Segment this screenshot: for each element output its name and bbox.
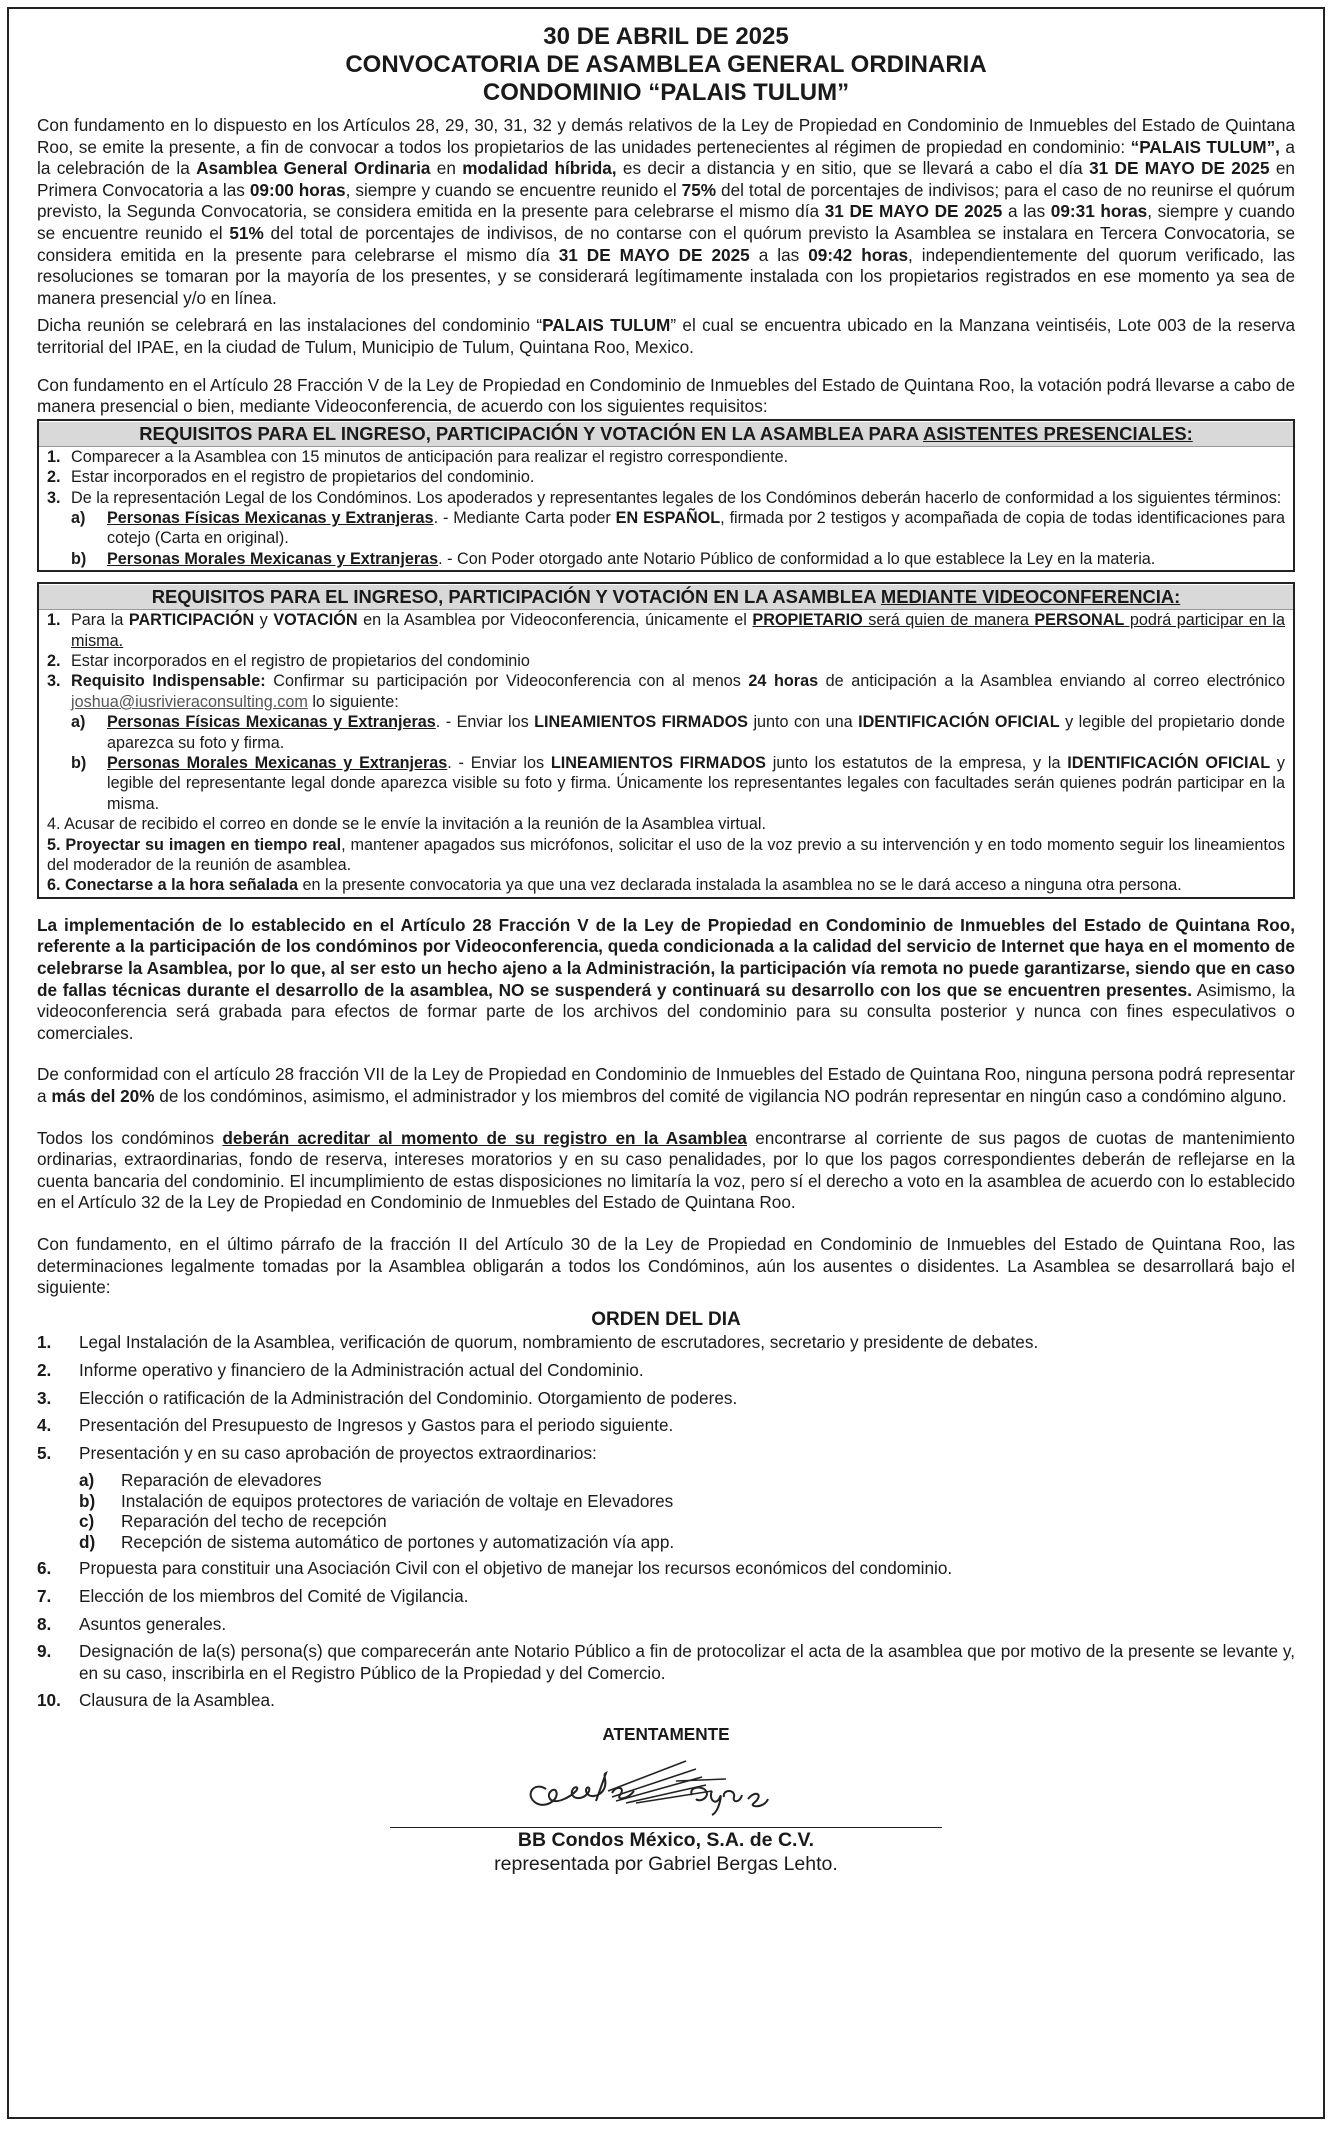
sub-item-personas-fisicas: a) Personas Físicas Mexicanas y Extranjeras. - Enviar los LINEAMIENTOS FIRMADOS junto con una IDENTIFICACIÓN OFICIAL y legible del propietario donde aparezca su foto y firma. bbox=[71, 713, 1285, 752]
email-link[interactable]: joshua@iusrivieraconsulting.com bbox=[71, 692, 308, 711]
header-title: CONVOCATORIA DE ASAMBLEA GENERAL ORDINARIA bbox=[345, 51, 987, 78]
implementation-paragraph: La implementación de lo establecido en el Artículo 28 Fracción V de la Ley de Propiedad en Condominio de Inmuebles del Estado de Quintana Roo, referente a la participación de los condóminos por Videoconferencia, queda condicionada a la calidad del servicio de Internet que haya en el momento de celebrarse la Asamblea, por lo que, al ser esto un hecho ajeno a la Administración, la participación vía remota no puede garantizarse, siendo que en caso de fallas técnicas durante el desarrollo de la asamblea, NO se suspenderá y continuará su desarrollo con los que se encuentren presentes. Asimismo, la videoconferencia será grabada para efectos de formar parte de los archivos del condominio para su consulta posterior y nunca con fines especulativos o comerciales. bbox=[37, 914, 1295, 1043]
requirements-presencial-box bbox=[37, 419, 1295, 572]
list-item: 1. Para la PARTICIPACIÓN y VOTACIÓN en la Asamblea por Videoconferencia, únicamente el PROPIETARIO será quien de manera PERSONAL podrá participar en la misma. bbox=[47, 611, 1285, 650]
company-name: BB Condos México, S.A. de C.V. bbox=[517, 1829, 815, 1852]
sub-item: d) Recepción de sistema automático de portones y automatización vía app. bbox=[79, 1531, 675, 1552]
list-item: 9. Designación de la(s) persona(s) que comparecerán ante Notario Público a fin de protocolizar el acta de la asamblea que por motivo de la presente se levante y, en su caso, inscribirla en el Registro Público de la Propiedad y del Comercio. bbox=[37, 1641, 1295, 1683]
list-item: 3. Elección o ratificación de la Administración del Condominio. Otorgamiento de poderes. bbox=[37, 1387, 738, 1408]
list-item: 6. Propuesta para constituir una Asociación Civil con el objetivo de manejar los recursos económicos del condominio. bbox=[37, 1558, 953, 1579]
sub-item: b) Instalación de equipos protectores de variación de voltaje en Elevadores bbox=[79, 1490, 674, 1511]
location-paragraph: Dicha reunión se celebrará en las instalaciones del condominio “PALAIS TULUM” el cual se encuentra ubicado en la Manzana veintiséis, Lote 003 de la reserva territorial del IPAE, en la ciudad de Tulum, Municipio de Tulum, Quintana Roo, Mexico. bbox=[37, 315, 1296, 357]
sub-item: c) Reparación del techo de recepción bbox=[79, 1511, 387, 1532]
list-item: 1. Comparecer a la Asamblea con 15 minutos de anticipación para realizar el registro correspondiente. bbox=[47, 447, 789, 466]
header-date: 30 DE ABRIL DE 2025 bbox=[543, 23, 789, 50]
voting-paragraph: Con fundamento en el Artículo 28 Fracción V de la Ley de Propiedad en Condominio de Inmuebles del Estado de Quintana Roo, la votación podrá llevarse a cabo de manera presencial o bien, mediante Videoconferencia, de acuerdo con los siguientes requisitos: bbox=[37, 374, 1295, 417]
convocatoria-document bbox=[7, 7, 1325, 2119]
representative-name: representada por Gabriel Bergas Lehto. bbox=[494, 1853, 838, 1876]
list-item: 5. Presentación y en su caso aprobación de proyectos extraordinarios: bbox=[37, 1442, 597, 1463]
list-item: 8. Asuntos generales. bbox=[37, 1613, 227, 1634]
closing-text: ATENTAMENTE bbox=[602, 1723, 730, 1744]
orden-del-dia-list bbox=[37, 1332, 1295, 1712]
list-item: 7. Elección de los miembros del Comité de Vigilancia. bbox=[37, 1585, 469, 1606]
list-item: 2. Estar incorporados en el registro de propietarios del condominio. bbox=[47, 468, 535, 487]
sub-item-personas-morales: b) Personas Morales Mexicanas y Extranjeras. - Enviar los LINEAMIENTOS FIRMADOS junto los estatutos de la empresa, y la IDENTIFICACIÓN OFICIAL y legible del representante legal donde aparezca visible su foto y firma. Únicamente los representantes legales con facultades serán quienes podrán participar en la misma. bbox=[71, 754, 1285, 813]
signature-line bbox=[390, 1827, 942, 1828]
list-item: 4. Presentación del Presupuesto de Ingresos y Gastos para el periodo siguiente. bbox=[37, 1415, 674, 1436]
sub-item: a) Reparación de elevadores bbox=[79, 1470, 322, 1491]
list-item: 6. Conectarse a la hora señalada en la presente convocatoria ya que una vez declarada instalada la asamblea no se le dará acceso a ninguna otra persona. bbox=[47, 876, 1182, 895]
list-item: 2. Informe operativo y financiero de la Administración actual del Condominio. bbox=[37, 1359, 644, 1380]
requirements-video-title: REQUISITOS PARA EL INGRESO, PARTICIPACIÓN Y VOTACIÓN EN LA ASAMBLEA MEDIANTE VIDEOCONFERENCIA: bbox=[39, 585, 1293, 610]
handwritten-signature bbox=[516, 1751, 816, 1821]
list-item: 1. Legal Instalación de la Asamblea, verificación de quorum, nombramiento de escrutadores, secretario y presidente de debates. bbox=[37, 1332, 1039, 1353]
header-condo: CONDOMINIO “PALAIS TULUM” bbox=[482, 79, 850, 106]
list-item: 3. Requisito Indispensable: Confirmar su participación por Videoconferencia con al menos 24 horas de anticipación a la Asamblea enviando al correo electrónico joshua@iusrivieraconsulting.com lo siguiente: bbox=[47, 672, 1285, 711]
sub-item-personas-fisicas: a) Personas Físicas Mexicanas y Extranjeras. - Mediante Carta poder EN ESPAÑOL, firmada por 2 testigos y acompañada de copia de todas identificaciones para cotejo (Carta en original). bbox=[71, 508, 1285, 548]
payments-paragraph: Todos los condóminos deberán acreditar al momento de su registro en la Asamblea encontrarse al corriente de sus pagos de cuotas de mantenimiento ordinarias, extraordinarias, fondo de reserva, intereses moratorios y en su caso penalidades, por lo que los pagos correspondientes deberán de reflejarse en la cuenta bancaria del condominio. El incumplimiento de estas disposiciones no limitaría la voz, pero sí el derecho a voto en la asamblea de acuerdo con lo establecido en el Artículo 32 de la Ley de Propiedad en Condominio de Inmuebles del Estado de Quintana Roo. bbox=[37, 1127, 1295, 1213]
sub-item-personas-morales: b) Personas Morales Mexicanas y Extranjeras. - Con Poder otorgado ante Notario Público de conformidad a lo que establece la Ley en la materia. bbox=[71, 549, 1156, 568]
list-item: 5. Proyectar su imagen en tiempo real, mantener apagados sus micrófonos, solicitar el uso de la voz previo a su intervención y en todo momento seguir los lineamientos del moderador de la reunión de asamblea. bbox=[47, 835, 1285, 875]
determinations-paragraph: Con fundamento, en el último párrafo de la fracción II del Artículo 30 de la Ley de Propiedad en Condominio de Inmuebles del Estado de Quintana Roo, las determinaciones legalmente tomadas por la Asamblea obligarán a todos los Condóminos, aún los ausentes o disidentes. La Asamblea se desarrollará bajo el siguiente: bbox=[37, 1233, 1295, 1298]
list-item: 3. De la representación Legal de los Condóminos. Los apoderados y representantes legales de los Condóminos deberán hacerlo de conformidad a los siguientes términos: bbox=[47, 488, 1282, 507]
list-item: 10. Clausura de la Asamblea. bbox=[37, 1690, 275, 1711]
orden-del-dia-title: ORDEN DEL DIA bbox=[591, 1308, 741, 1330]
intro-paragraph: Con fundamento en lo dispuesto en los Artículos 28, 29, 30, 31, 32 y demás relativos de la Ley de Propiedad en Condominio de Inmuebles del Estado de Quintana Roo, se emite la presente, a fin de convocar a todos los propietarios de las unidades pertenecientes al régimen de propiedad en condominio: “PALAIS TULUM”, a la celebración de la Asamblea General Ordinaria en modalidad híbrida, es decir a distancia y en sitio, que se llevará a cabo el día 31 DE MAYO DE 2025 en Primera Convocatoria a las 09:00 horas, siempre y cuando se encuentre reunido el 75% del total de porcentajes de indivisos; para el caso de no reunirse el quórum previsto, la Segunda Convocatoria, se considera emitida en la presente para celebrarse el mismo día 31 DE MAYO DE 2025 a las 09:31 horas, siempre y cuando se encuentre reunido el 51% del total de porcentajes de indivisos, de no contarse con el quórum previsto la Asamblea se instalara en Tercera Convocatoria, se considera emitida en la presente para celebrarse el mismo día 31 DE MAYO DE 2025 a las 09:42 horas, independientemente del quorum verificado, las resoluciones se tomaran por la mayoría de los presentes, y se considerará legítimamente instalada con los propietarios registrados en ese momento ya sea de manera presencial y/o en línea. bbox=[37, 115, 1295, 308]
representation-paragraph: De conformidad con el artículo 28 fracción VII de la Ley de Propiedad en Condominio de Inmuebles del Estado de Quintana Roo, ninguna persona podrá representar a más del 20% de los condóminos, asimismo, el administrador y los miembros del comité de vigilancia NO podrán representar en ningún caso a condómino alguno. bbox=[37, 1064, 1295, 1106]
document-header bbox=[37, 23, 1295, 107]
requirements-video-box bbox=[37, 582, 1295, 899]
list-item: 2. Estar incorporados en el registro de propietarios del condominio bbox=[47, 651, 530, 670]
signature-block bbox=[37, 1724, 1295, 1876]
requirements-presencial-title: REQUISITOS PARA EL INGRESO, PARTICIPACIÓN Y VOTACIÓN EN LA ASAMBLEA PARA ASISTENTES PRESENCIALES: bbox=[39, 422, 1293, 447]
list-item: 4. Acusar de recibido el correo en donde se le envíe la invitación a la reunión de la Asamblea virtual. bbox=[47, 815, 766, 834]
